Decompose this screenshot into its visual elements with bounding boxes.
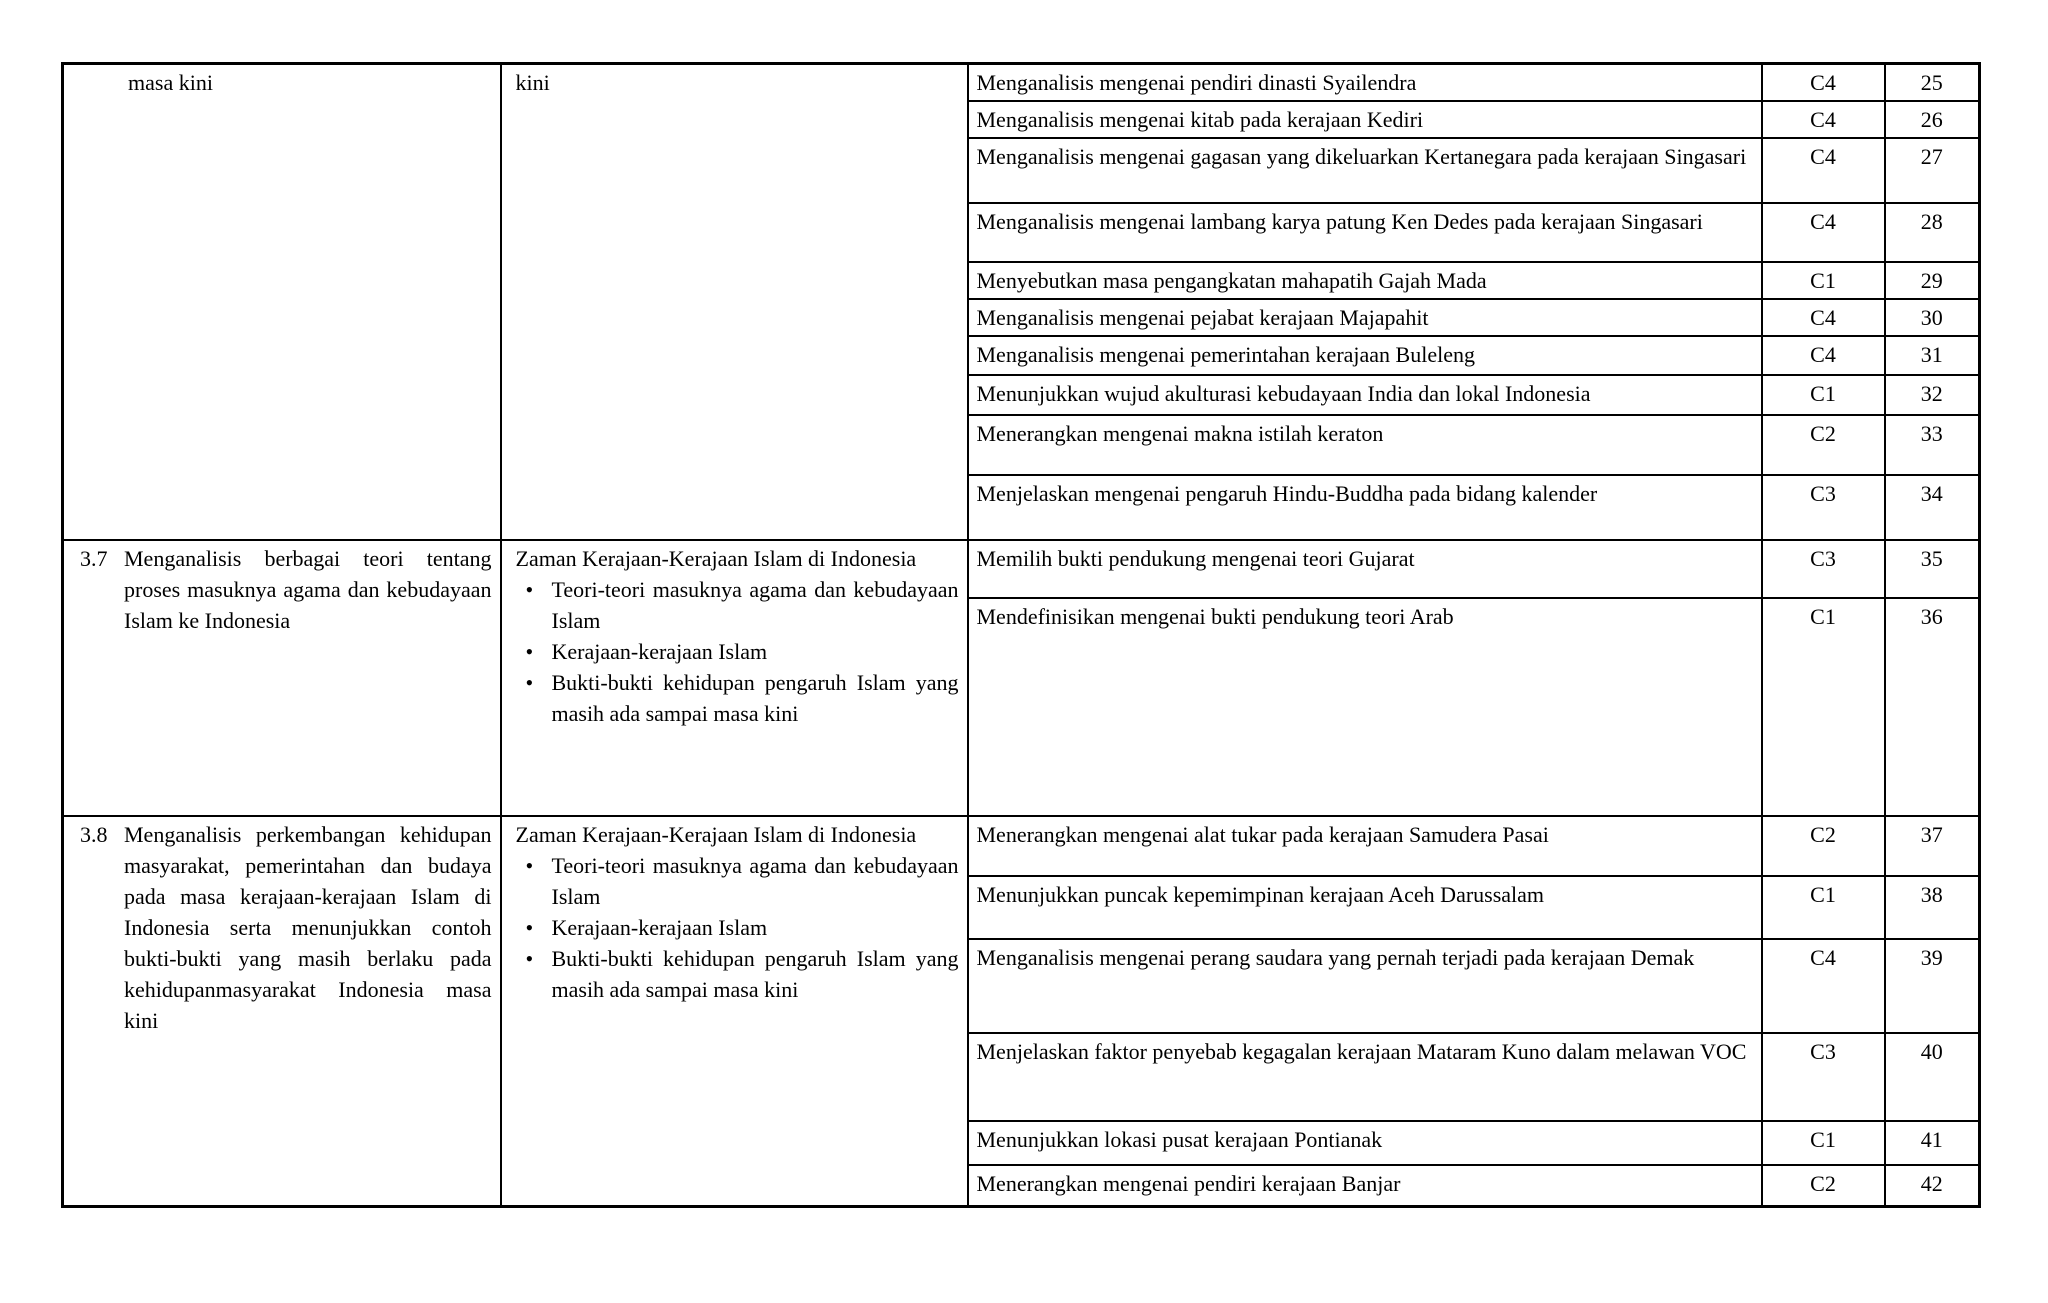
materi-bullet-item: • Bukti-bukti kehidupan pengaruh Islam yang masih ada sampai masa kini xyxy=(522,667,959,729)
table-row xyxy=(63,64,1980,102)
indicator-cell: Menganalisis mengenai gagasan yang dikeluarkan Kertanegara pada kerajaan Singasari xyxy=(968,138,1762,203)
kd-cell xyxy=(63,816,501,1206)
indicator-cell: Mendefinisikan mengenai bukti pendukung teori Arab xyxy=(968,598,1762,816)
level-cell: C4 xyxy=(1762,939,1885,1033)
kd-item xyxy=(72,819,492,1036)
materi-bullet-list xyxy=(510,850,959,1005)
kd-cell xyxy=(63,64,501,541)
level-cell: C1 xyxy=(1762,375,1885,415)
materi-text: kini xyxy=(515,70,550,95)
indicator-cell: Menyebutkan masa pengangkatan mahapatih Gajah Mada xyxy=(968,262,1762,299)
level-cell: C1 xyxy=(1762,598,1885,816)
indicator-cell: Menganalisis mengenai lambang karya patung Ken Dedes pada kerajaan Singasari xyxy=(968,203,1762,262)
materi-bullet-item: • Kerajaan-kerajaan Islam xyxy=(522,636,959,667)
level-cell: C4 xyxy=(1762,138,1885,203)
level-cell: C4 xyxy=(1762,64,1885,102)
level-cell: C2 xyxy=(1762,415,1885,475)
materi-text: Zaman Kerajaan-Kerajaan Islam di Indonesia xyxy=(515,546,917,571)
indicator-cell: Menganalisis mengenai pendiri dinasti Syailendra xyxy=(968,64,1762,102)
kd-text: Menganalisis perkembangan kehidupan masyarakat, pemerintahan dan budaya pada masa kerajaan-kerajaan Islam di Indonesia serta menunjukkan contoh bukti-bukti yang masih berlaku pada kehidupanmasyarakat Indonesia masa kini xyxy=(124,822,492,1033)
indicator-cell: Menunjukkan lokasi pusat kerajaan Pontianak xyxy=(968,1121,1762,1165)
level-cell: C1 xyxy=(1762,876,1885,939)
number-cell: 26 xyxy=(1885,101,1980,138)
indicator-cell: Menerangkan mengenai alat tukar pada kerajaan Samudera Pasai xyxy=(968,816,1762,876)
number-cell: 37 xyxy=(1885,816,1980,876)
indicator-cell: Menunjukkan wujud akulturasi kebudayaan India dan lokal Indonesia xyxy=(968,375,1762,415)
materi-cell xyxy=(501,64,968,541)
level-cell: C1 xyxy=(1762,1121,1885,1165)
level-cell: C4 xyxy=(1762,101,1885,138)
number-cell: 30 xyxy=(1885,299,1980,336)
level-cell: C2 xyxy=(1762,1165,1885,1206)
kisi-kisi-table xyxy=(61,62,1981,1208)
kd-number: 3.7 xyxy=(80,546,108,571)
level-cell: C4 xyxy=(1762,203,1885,262)
number-cell: 36 xyxy=(1885,598,1980,816)
level-cell: C3 xyxy=(1762,540,1885,598)
materi-cell xyxy=(501,816,968,1206)
number-cell: 39 xyxy=(1885,939,1980,1033)
kd-cell xyxy=(63,540,501,816)
level-cell: C1 xyxy=(1762,262,1885,299)
materi-bullet-item: • Kerajaan-kerajaan Islam xyxy=(522,912,959,943)
materi-bullet-list xyxy=(510,574,959,729)
number-cell: 35 xyxy=(1885,540,1980,598)
materi-bullet-item: • Teori-teori masuknya agama dan kebudayaan Islam xyxy=(522,850,959,912)
kd-item xyxy=(72,543,492,636)
indicator-cell: Menunjukkan puncak kepemimpinan kerajaan Aceh Darussalam xyxy=(968,876,1762,939)
level-cell: C3 xyxy=(1762,475,1885,540)
number-cell: 34 xyxy=(1885,475,1980,540)
number-cell: 27 xyxy=(1885,138,1980,203)
materi-bullet-item: • Bukti-bukti kehidupan pengaruh Islam yang masih ada sampai masa kini xyxy=(522,943,959,1005)
indicator-cell: Menganalisis mengenai pemerintahan kerajaan Buleleng xyxy=(968,336,1762,375)
number-cell: 41 xyxy=(1885,1121,1980,1165)
number-cell: 33 xyxy=(1885,415,1980,475)
kd-text: Menganalisis berbagai teori tentang proses masuknya agama dan kebudayaan Islam ke Indonesia xyxy=(124,546,492,633)
number-cell: 40 xyxy=(1885,1033,1980,1121)
number-cell: 29 xyxy=(1885,262,1980,299)
materi-text: Zaman Kerajaan-Kerajaan Islam di Indonesia xyxy=(515,822,917,847)
level-cell: C4 xyxy=(1762,336,1885,375)
number-cell: 32 xyxy=(1885,375,1980,415)
number-cell: 38 xyxy=(1885,876,1980,939)
kd-text: masa kini xyxy=(128,70,213,95)
indicator-cell: Menganalisis mengenai kitab pada kerajaan Kediri xyxy=(968,101,1762,138)
level-cell: C3 xyxy=(1762,1033,1885,1121)
number-cell: 25 xyxy=(1885,64,1980,102)
indicator-cell: Menganalisis mengenai perang saudara yang pernah terjadi pada kerajaan Demak xyxy=(968,939,1762,1033)
indicator-cell: Menjelaskan mengenai pengaruh Hindu-Buddha pada bidang kalender xyxy=(968,475,1762,540)
level-cell: C2 xyxy=(1762,816,1885,876)
materi-bullet-item: • Teori-teori masuknya agama dan kebudayaan Islam xyxy=(522,574,959,636)
indicator-cell: Menganalisis mengenai pejabat kerajaan Majapahit xyxy=(968,299,1762,336)
indicator-cell: Menjelaskan faktor penyebab kegagalan kerajaan Mataram Kuno dalam melawan VOC xyxy=(968,1033,1762,1121)
number-cell: 28 xyxy=(1885,203,1980,262)
indicator-cell: Menerangkan mengenai makna istilah keraton xyxy=(968,415,1762,475)
indicator-cell: Menerangkan mengenai pendiri kerajaan Banjar xyxy=(968,1165,1762,1206)
number-cell: 42 xyxy=(1885,1165,1980,1206)
number-cell: 31 xyxy=(1885,336,1980,375)
indicator-cell: Memilih bukti pendukung mengenai teori Gujarat xyxy=(968,540,1762,598)
table-row xyxy=(63,816,1980,876)
level-cell: C4 xyxy=(1762,299,1885,336)
table-row xyxy=(63,540,1980,598)
materi-cell xyxy=(501,540,968,816)
kd-number: 3.8 xyxy=(80,822,108,847)
